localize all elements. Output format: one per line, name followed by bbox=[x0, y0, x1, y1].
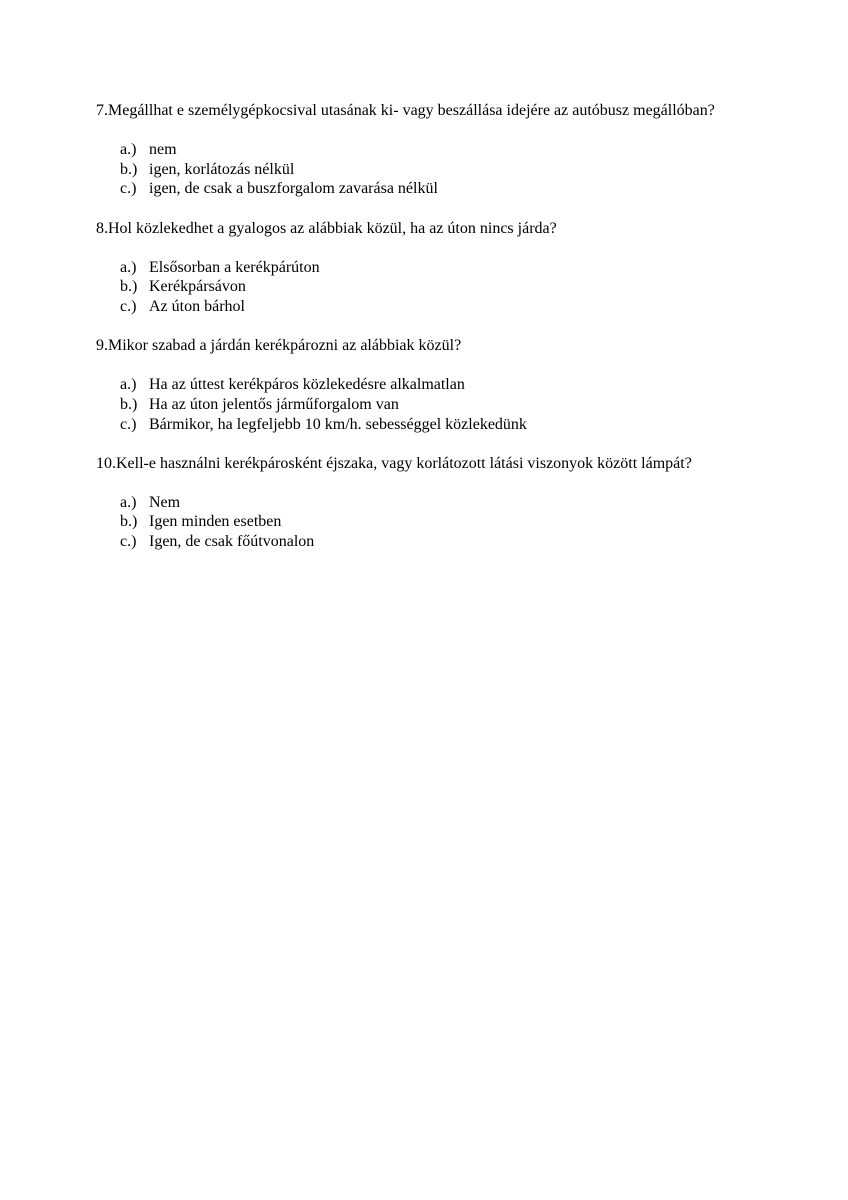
option-label: b.) bbox=[120, 278, 138, 296]
option-b bbox=[120, 277, 747, 297]
option-text: Bármikor, ha legfeljebb 10 km/h. sebességgel közlekedünk bbox=[149, 415, 527, 433]
question-body: Kell-e használni kerékpárosként éjszaka, vagy korlátozott látási viszonyok között lámpát? bbox=[116, 454, 692, 472]
option-text: Az úton bárhol bbox=[149, 297, 245, 315]
options-list bbox=[96, 140, 747, 199]
option-text: Nem bbox=[149, 493, 181, 511]
option-label: a.) bbox=[120, 493, 137, 511]
question-text bbox=[96, 101, 747, 121]
question-number: 9. bbox=[96, 337, 108, 355]
option-text: igen, de csak a buszforgalom zavarása nélkül bbox=[149, 180, 438, 198]
option-a bbox=[120, 140, 747, 160]
option-label: b.) bbox=[120, 395, 138, 413]
question-number: 8. bbox=[96, 219, 108, 237]
option-text: igen, korlátozás nélkül bbox=[149, 160, 295, 178]
option-b bbox=[120, 512, 747, 532]
option-c bbox=[120, 297, 747, 317]
option-b bbox=[120, 160, 747, 180]
option-label: a.) bbox=[120, 258, 137, 276]
option-text: Ha az úttest kerékpáros közlekedésre alkalmatlan bbox=[149, 376, 465, 394]
option-a bbox=[120, 493, 747, 513]
document-page bbox=[96, 101, 747, 571]
option-label: a.) bbox=[120, 376, 137, 394]
option-label: a.) bbox=[120, 141, 137, 159]
option-label: c.) bbox=[120, 297, 137, 315]
option-label: c.) bbox=[120, 415, 137, 433]
option-text: Kerékpársávon bbox=[149, 278, 246, 296]
option-text: nem bbox=[149, 141, 177, 159]
question-10 bbox=[96, 454, 747, 552]
question-body: Megállhat e személygépkocsival utasának ki- vagy beszállása idejére az autóbusz megállóban? bbox=[108, 102, 715, 119]
question-7 bbox=[96, 101, 747, 199]
question-8 bbox=[96, 219, 747, 317]
question-body: Mikor szabad a járdán kerékpározni az alábbiak közül? bbox=[108, 337, 462, 355]
question-text bbox=[96, 219, 747, 239]
option-label: c.) bbox=[120, 533, 137, 551]
question-text bbox=[96, 336, 747, 356]
question-body: Hol közlekedhet a gyalogos az alábbiak közül, ha az úton nincs járda? bbox=[108, 219, 557, 237]
option-a bbox=[120, 258, 747, 278]
option-label: b.) bbox=[120, 160, 138, 178]
question-text bbox=[96, 454, 747, 474]
option-c bbox=[120, 415, 747, 435]
options-list bbox=[96, 493, 747, 552]
option-label: c.) bbox=[120, 180, 137, 198]
option-b bbox=[120, 395, 747, 415]
question-9 bbox=[96, 336, 747, 434]
option-label: b.) bbox=[120, 513, 138, 531]
option-a bbox=[120, 375, 747, 395]
option-c bbox=[120, 179, 747, 199]
options-list bbox=[96, 375, 747, 434]
question-number: 7. bbox=[96, 102, 108, 119]
option-text: Igen, de csak főútvonalon bbox=[149, 533, 315, 551]
question-number: 10. bbox=[96, 454, 116, 472]
options-list bbox=[96, 258, 747, 317]
option-text: Elsősorban a kerékpárúton bbox=[149, 258, 320, 276]
option-c bbox=[120, 532, 747, 552]
option-text: Igen minden esetben bbox=[149, 513, 282, 531]
option-text: Ha az úton jelentős járműforgalom van bbox=[149, 395, 399, 413]
